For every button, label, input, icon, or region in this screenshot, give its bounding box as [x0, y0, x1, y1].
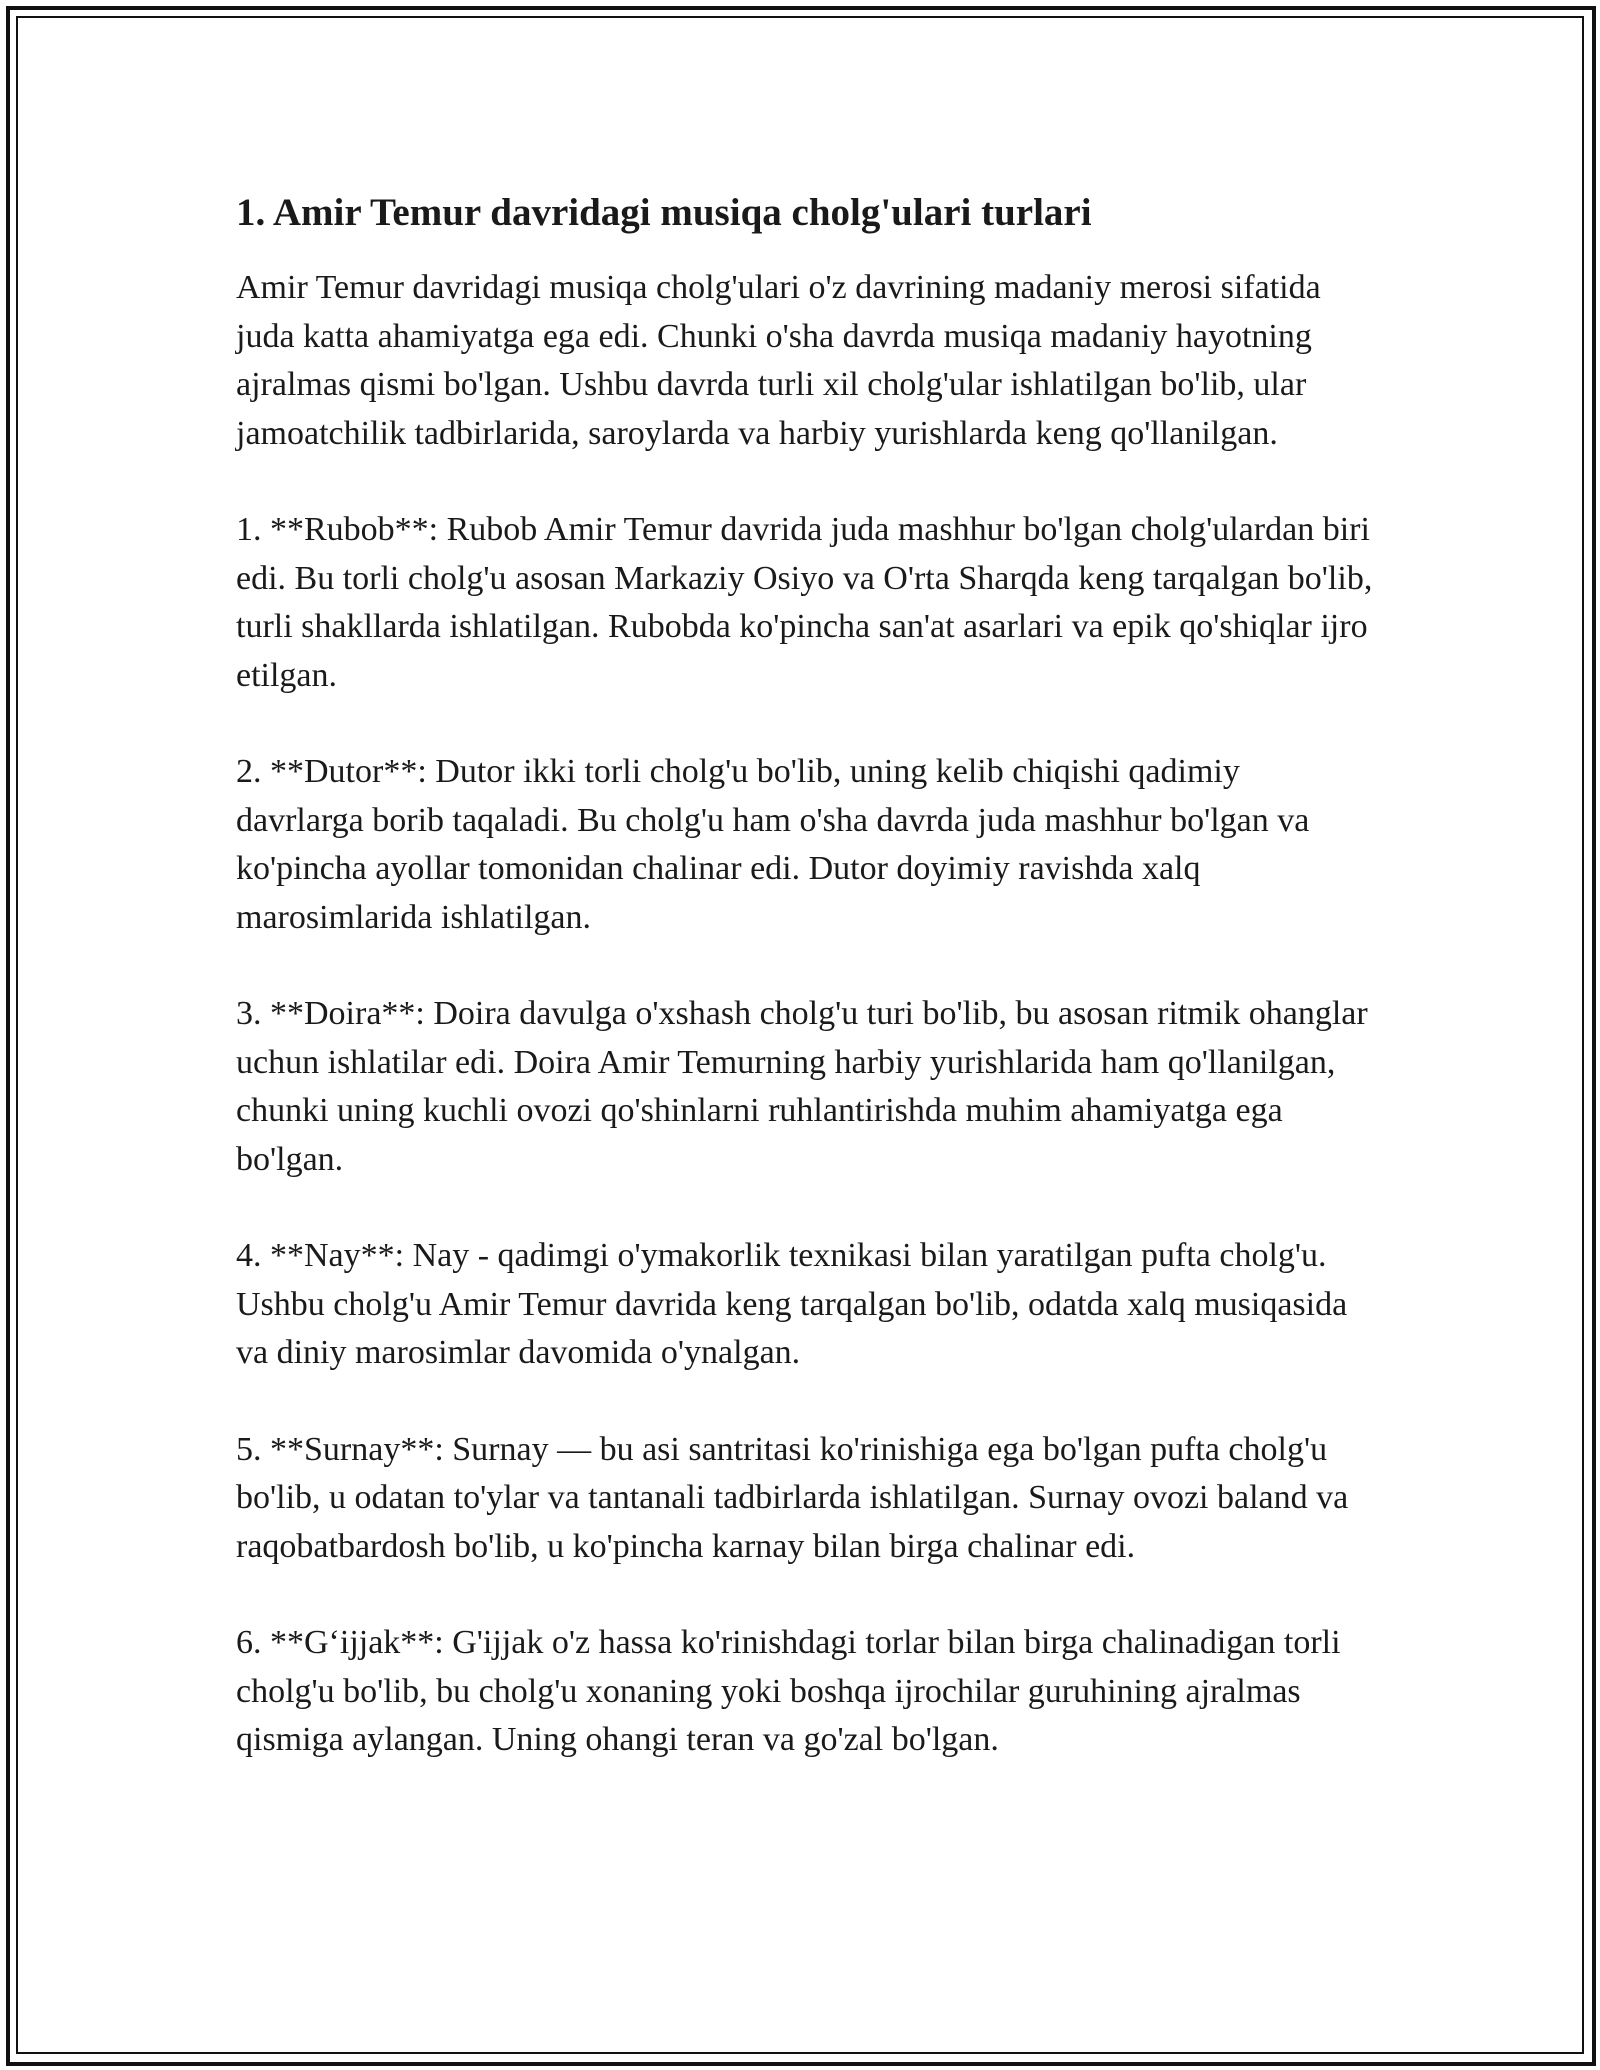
- instrument-paragraph-surnay: 5. **Surnay**: Surnay — bu asi santritasi ko'rinishiga ega bo'lgan pufta cholg'u bo'lib, u odatan to'ylar va tantanali tadbirlarda ishlatilgan. Surnay ovozi baland va raqobatbardosh bo'lib, u ko'pincha karnay bilan birga chalinar edi.: [236, 1430, 1349, 1565]
- instrument-paragraph-nay: 4. **Nay**: Nay - qadimgi o'ymakorlik texnikasi bilan yaratilgan pufta cholg'u. Ushbu cholg'u Amir Temur davrida keng tarqalgan bo'lib, odatda xalq musiqasida va diniy marosimlar davomida o'ynalgan.: [236, 1237, 1348, 1371]
- instrument-paragraph-gijjak: 6. **G‘ijjak**: G'ijjak o'z hassa ko'rinishdagi torlar bilan birga chalinadigan torli cholg'u bo'lib, bu cholg'u xonaning yoki boshqa ijrochilar guruhining ajralmas qismiga aylangan. Uning ohangi teran va go'zal bo'lgan.: [236, 1624, 1341, 1758]
- instrument-paragraph-rubob: 1. **Rubob**: Rubob Amir Temur davrida juda mashhur bo'lgan cholg'ulardan biri edi. Bu torli cholg'u asosan Markaziy Osiyo va O'rta Sharqda keng tarqalgan bo'lib, turli shakllarda ishlatilgan. Rubobda ko'pincha san'at asarlari va epik qo'shiqlar ijro etilgan.: [236, 511, 1373, 694]
- document-body: [236, 184, 1376, 1813]
- instrument-paragraph-dutor: 2. **Dutor**: Dutor ikki torli cholg'u bo'lib, uning kelib chiqishi qadimiy davrlarga borib taqaladi. Bu cholg'u ham o'sha davrda juda mashhur bo'lgan va ko'pincha ayollar tomonidan chalinar edi. Dutor doyimiy ravishda xalq marosimlarida ishlatilgan.: [236, 753, 1310, 936]
- intro-paragraph: Amir Temur davridagi musiqa cholg'ulari o'z davrining madaniy merosi sifatida juda katta ahamiyatga ega edi. Chunki o'sha davrda musiqa madaniy hayotning ajralmas qismi bo'lgan. Ushbu davrda turli xil cholg'ular ishlatilgan bo'lib, ular jamoatchilik tadbirlarida, saroylarda va harbiy yurishlarda keng qo'llanilgan.: [236, 269, 1321, 452]
- document-title: 1. Amir Temur davridagi musiqa cholg'ulari turlari: [236, 191, 1092, 234]
- instrument-paragraph-doira: 3. **Doira**: Doira davulga o'xshash cholg'u turi bo'lib, bu asosan ritmik ohanglar uchun ishlatilar edi. Doira Amir Temurning harbiy yurishlarida ham qo'llanilgan, chunki uning kuchli ovozi qo'shinlarni ruhlantirishda muhim ahamiyatga ega bo'lgan.: [236, 995, 1368, 1178]
